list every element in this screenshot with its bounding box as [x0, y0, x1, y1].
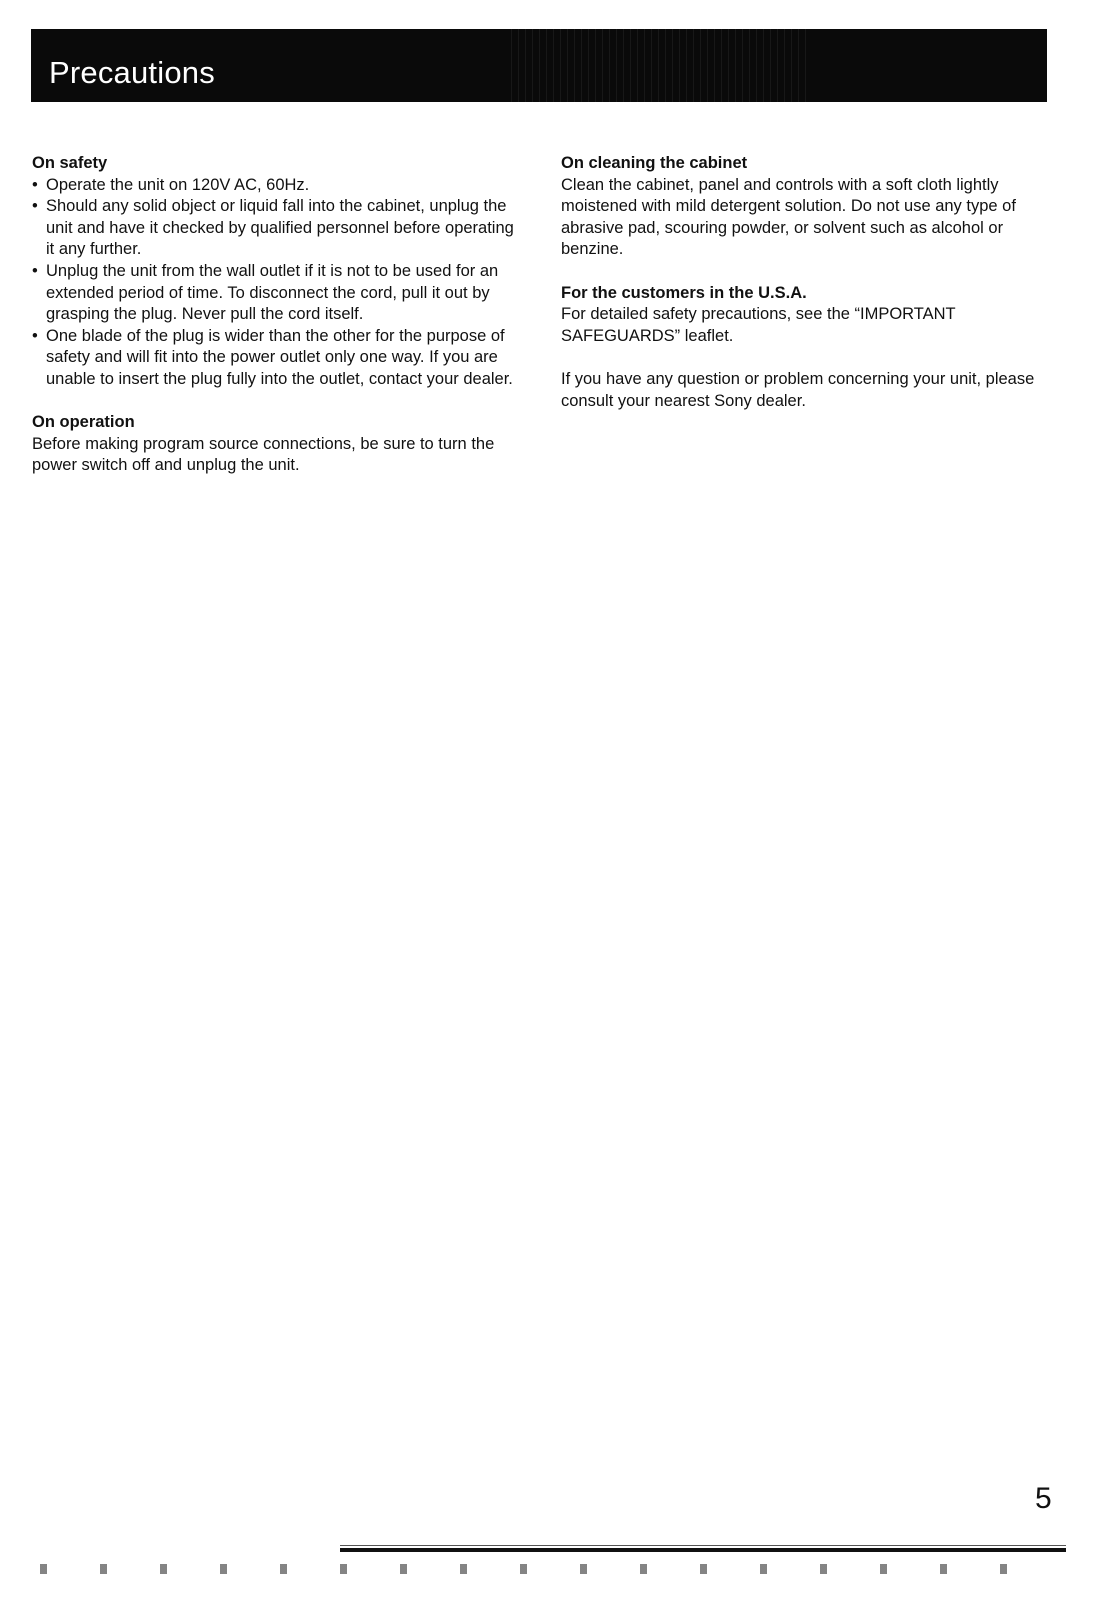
list-item — [32, 196, 522, 261]
bullet-icon: • — [32, 261, 38, 280]
right-column — [561, 153, 1041, 434]
section-paragraph: For detailed safety precautions, see the “IMPORTANT SAFEGUARDS” leaflet. — [561, 305, 956, 345]
bullet-icon: • — [32, 175, 38, 194]
section-paragraph: If you have any question or problem concerning your unit, please consult your nearest Sony dealer. — [561, 369, 1035, 410]
footer-rule — [340, 1548, 1066, 1552]
page-number: 5 — [1035, 1482, 1052, 1515]
list-item-text: Unplug the unit from the wall outlet if it is not to be used for an extended period of time. To disconnect the cord, pull it out by grasping the plug. Never pull the cord itself. — [46, 261, 499, 324]
section-heading: On safety — [32, 154, 108, 172]
section-questions — [561, 369, 1041, 412]
section-heading: For the customers in the U.S.A. — [561, 283, 807, 302]
list-item — [32, 326, 522, 391]
footer-scan-marks — [40, 1564, 1050, 1574]
left-column — [32, 153, 522, 499]
bullet-icon: • — [32, 197, 38, 216]
page-title: Precautions — [49, 55, 215, 90]
section-on-operation — [32, 412, 522, 477]
title-bar-texture — [511, 29, 811, 102]
section-on-safety — [32, 153, 522, 391]
list-item — [32, 175, 522, 197]
list-item-text: One blade of the plug is wider than the other for the purpose of safety and will fit into the power outlet only one way. If you are unable to insert the plug fully into the outlet, contact your dealer. — [46, 326, 513, 388]
safety-list — [32, 175, 522, 391]
title-bar — [31, 29, 1047, 102]
section-paragraph: Before making program source connections, be sure to turn the power switch off and unplug the unit. — [32, 434, 495, 475]
section-heading: On cleaning the cabinet — [561, 154, 748, 172]
section-paragraph: Clean the cabinet, panel and controls with a soft cloth lightly moistened with mild detergent solution. Do not use any type of abrasive pad, scouring powder, or solvent such as alcohol or benzine. — [561, 175, 1016, 259]
list-item-text: Operate the unit on 120V AC, 60Hz. — [46, 175, 310, 194]
section-heading: On operation — [32, 413, 135, 432]
bullet-icon: • — [32, 326, 38, 345]
list-item-text: Should any solid object or liquid fall into the cabinet, unplug the unit and have it checked by qualified personnel before operating it any further. — [46, 197, 514, 259]
section-usa-customers — [561, 283, 1041, 348]
list-item — [32, 261, 522, 326]
footer-rule-thin — [340, 1545, 1066, 1546]
section-on-cleaning — [561, 153, 1041, 261]
